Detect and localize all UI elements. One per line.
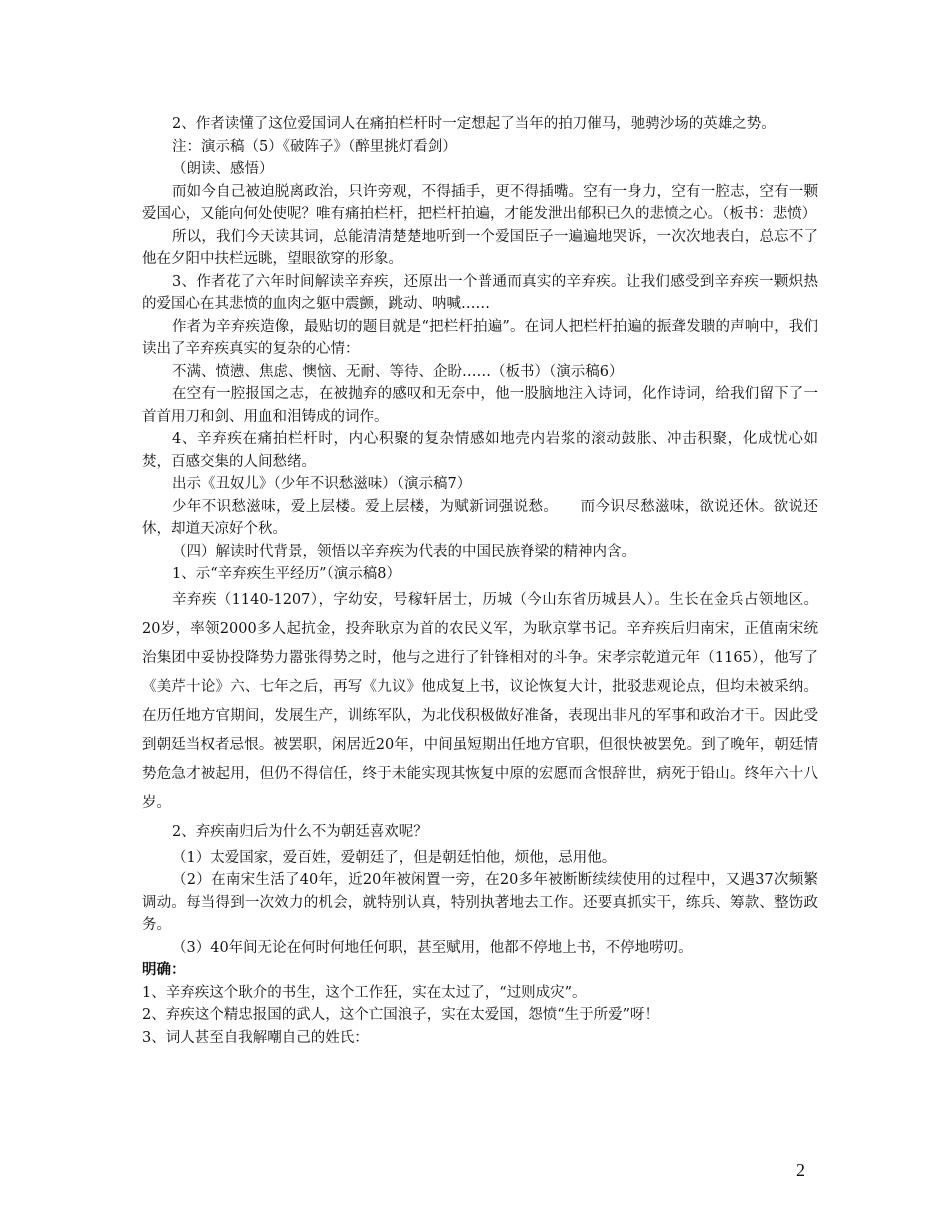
page-body [142, 113, 818, 1049]
paragraph: 2、作者读懂了这位爱国词人在痛拍栏杆时一定想起了当年的拍刀催马，驰骋沙场的英雄之势。 [172, 116, 776, 132]
page-number: 2 [796, 1160, 805, 1180]
biography-paragraph: 辛弃疾（1140-1207），字幼安，号稼轩居士，历城（今山东省历城县人）。生长在金兵占领地区。20岁，率领2000多人起抗金，投奔耿京为首的农民义军，为耿京掌书记。辛弃疾后归南宋，正值南宋统治集团中妥协投降势力嚣张得势之时，他与之进行了针锋相对的斗争。宋孝宗乾道元年（1165），他写了《美芹十论》六、七年之后，再写《九议》他成复上书，议论恢复大计，批驳悲观论点，但均未被采纳。在历任地方官期间，发展生产，训练军队，为北伐积极做好准备，表现出非凡的军事和政治才干。因此受到朝廷当权者忌恨。被罢职，闲居近20年，中间虽短期出任地方官职，但很快被罢免。到了晚年，朝廷情势危急才被起用，但仍不得信任，终于未能实现其恢复中原的宏愿而含恨辞世，病死于铅山。终年六十八岁。 [142, 591, 818, 811]
paragraph: 而如今自己被迫脱离政治，只许旁观，不得插手，更不得插嘴。空有一身力，空有一腔志，空有一颗爱国心，又能向何处使呢？唯有痛拍栏杆，把栏杆拍遍，才能发泄出郁积已久的悲愤之心。（板书：悲愤） [142, 183, 818, 222]
answer-item: （1）太爱国家，爱百姓，爱朝廷了，但是朝廷怕他，烦他，忌用他。 [172, 849, 617, 866]
paragraph: 1、示“辛弃疾生平经历”（演示稿8） [172, 566, 402, 582]
paragraph: 注：演示稿（5）《破阵子》（醉里挑灯看剑） [172, 138, 457, 155]
conclusion-item: 3、词人甚至自我解嘲自己的姓氏： [142, 1029, 369, 1046]
question-paragraph: 2、弃疾南归后为什么不为朝廷喜欢呢？ [172, 823, 428, 840]
paragraph: 4、辛弃疾在痛拍栏杆时，内心积聚的复杂情感如地壳内岩浆的滚动鼓胀、冲击积聚，化成忧心如焚，百感交集的人间愁绪。 [142, 431, 818, 470]
answer-item: （3）40年间无论在何时何地任何职，甚至赋用，他都不停地上书，不停地唠叨。 [172, 939, 693, 956]
paragraph: 在空有一腔报国之志，在被抛弃的感叹和无奈中，他一股脑地注入诗词，化作诗词，给我们留下了一首首用刀和剑、用血和泪铸成的词作。 [142, 386, 818, 425]
paragraph: 不满、愤懑、焦虑、懊恼、无耐、等待、企盼……（板书）（演示稿6） [172, 363, 624, 380]
section-heading: （四）解读时代背景，领悟以辛弃疾为代表的中国民族脊梁的精神内含。 [172, 543, 636, 560]
conclusion-item: 1、辛弃疾这个耿介的书生，这个工作狂，实在太过了，“过则成灾”。 [142, 984, 587, 1001]
paragraph: 作者为辛弃疾造像，最贴切的题目就是“把栏杆拍遍”。在词人把栏杆拍遍的振聋发聩的声响中，我们读出了辛弃疾真实的复杂的心情： [142, 318, 818, 357]
paragraph: 少年不识愁滋味，爱上层楼。爱上层楼，为赋新词强说愁。 而今识尽愁滋味，欲说还休。欲说还休，却道天凉好个秋。 [142, 498, 818, 537]
answer-item: （2）在南宋生活了40年，近20年被闲置一旁，在20多年被断断续续使用的过程中，又遇37次频繁调动。每当得到一次效力的机会，就特别认真，特别执著地去工作。还要真抓实干，练兵、筹款、整饬政务。 [142, 872, 818, 933]
conclusion-label: 明确： [142, 961, 186, 978]
paragraph: （朗读、感悟） [172, 161, 274, 177]
paragraph: 出示《丑奴儿》（少年不识愁滋味）（演示稿7） [172, 476, 472, 492]
conclusion-item: 2、弃疾这个精忠报国的武人，这个亡国浪子，实在太爱国，怨愤“生于所爱”呀！ [142, 1007, 660, 1023]
paragraph: 所以，我们今天读其词，总能清清楚楚地听到一个爱国臣子一遍遍地哭诉，一次次地表白，总忘不了他在夕阳中扶栏远眺，望眼欲穿的形象。 [142, 228, 818, 267]
paragraph: 3、作者花了六年时间解读辛弃疾，还原出一个普通而真实的辛弃疾。让我们感受到辛弃疾一颗炽热的爱国心在其悲愤的血肉之躯中震颤，跳动、呐喊…… [142, 273, 818, 312]
